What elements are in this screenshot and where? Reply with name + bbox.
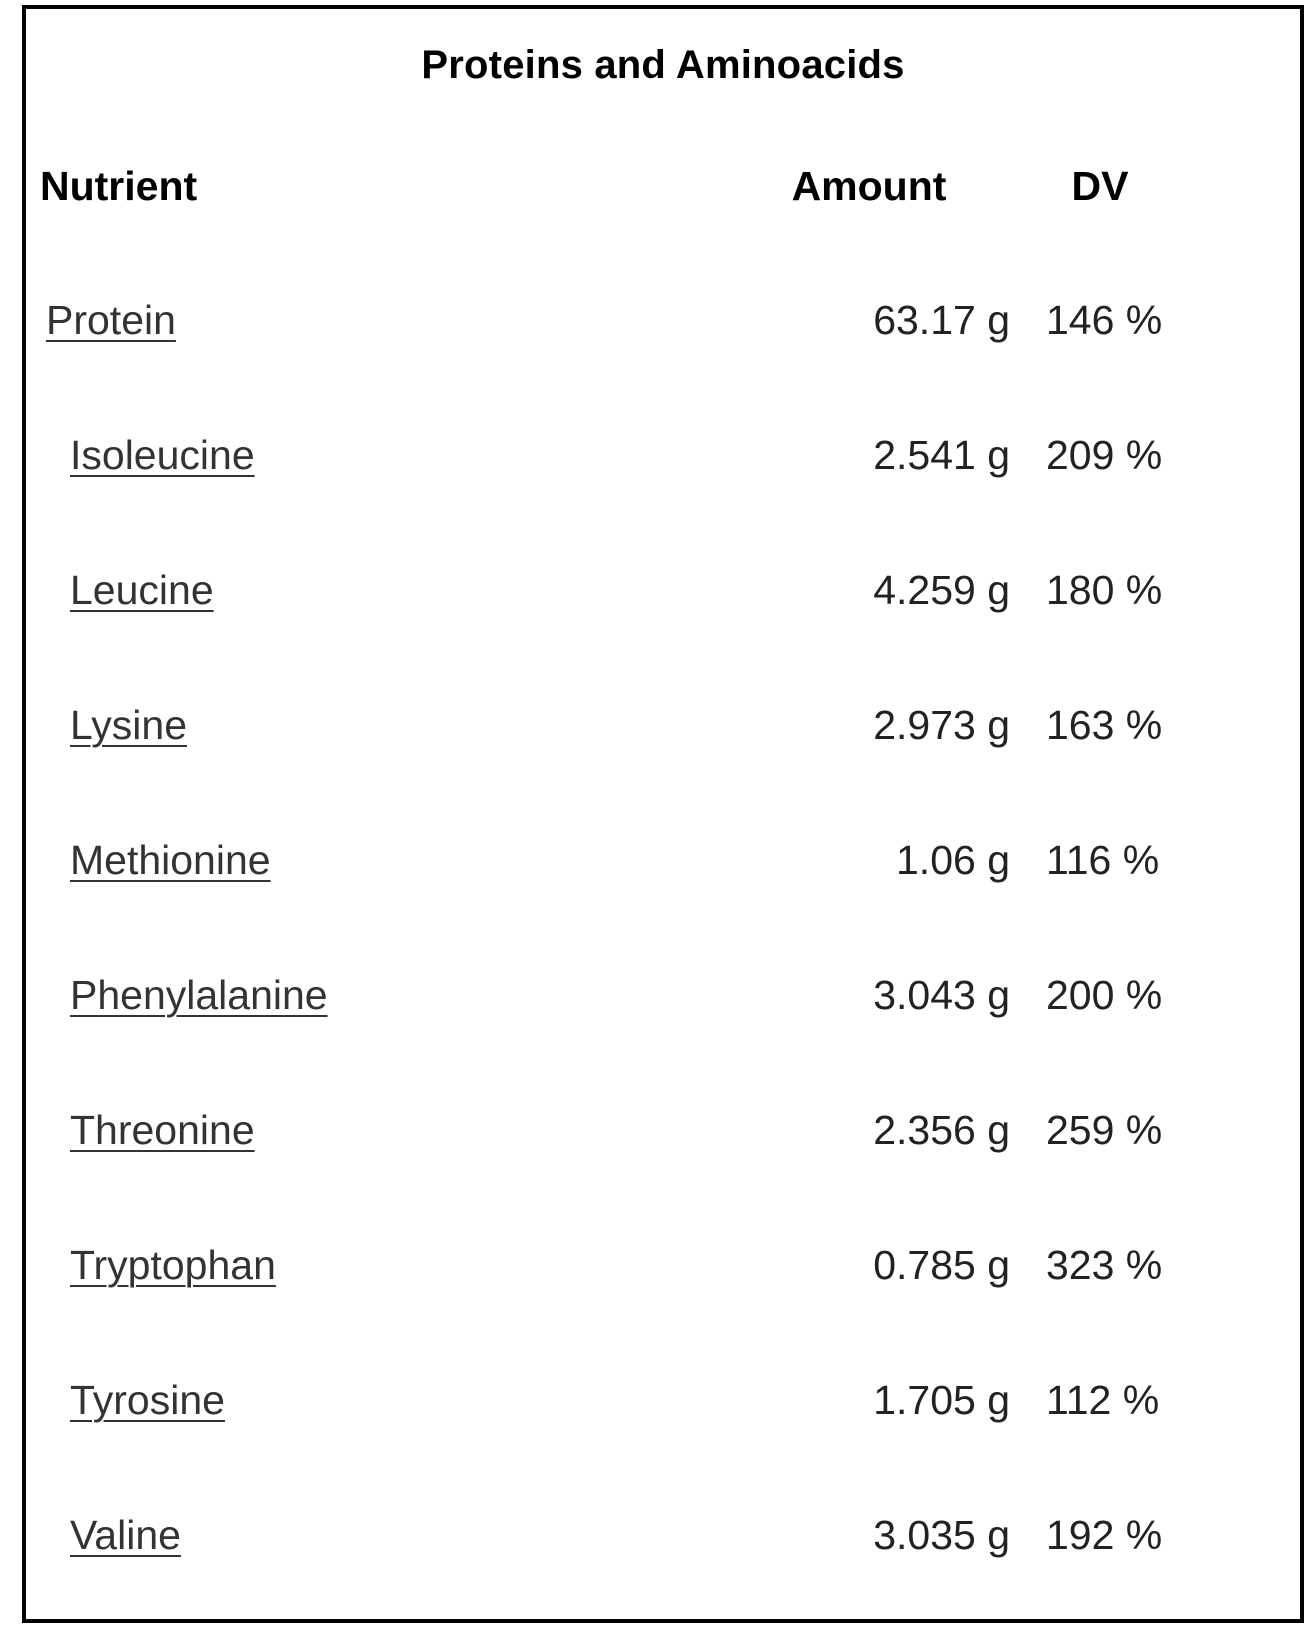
table-row (26, 254, 1300, 389)
table-header-row (26, 156, 1300, 216)
nutrient-link-valine[interactable]: Valine (70, 1512, 181, 1558)
dv-value: 146 % (1046, 297, 1163, 343)
dv-value: 200 % (1046, 972, 1163, 1018)
table-title: Proteins and Aminoacids (421, 43, 905, 87)
table-row (26, 524, 1300, 659)
nutrient-link-isoleucine[interactable]: Isoleucine (70, 432, 255, 478)
nutrient-link-threonine[interactable]: Threonine (70, 1107, 255, 1153)
dv-value: 180 % (1046, 567, 1163, 613)
header-nutrient: Nutrient (40, 163, 198, 209)
nutrient-link-phenylalanine[interactable]: Phenylalanine (70, 972, 328, 1018)
dv-value: 209 % (1046, 432, 1163, 478)
dv-value: 116 % (1046, 837, 1160, 883)
amount-value: 1.06 g (896, 837, 1010, 883)
amount-value: 2.541 g (873, 432, 1010, 478)
table-row (26, 1334, 1300, 1469)
nutrient-link-leucine[interactable]: Leucine (70, 567, 214, 613)
table-row (26, 389, 1300, 524)
nutrient-link-lysine[interactable]: Lysine (70, 702, 187, 748)
nutrient-link-protein[interactable]: Protein (46, 297, 176, 343)
dv-value: 112 % (1046, 1377, 1160, 1423)
nutrient-link-methionine[interactable]: Methionine (70, 837, 271, 883)
header-dv: DV (1071, 163, 1129, 209)
dv-value: 163 % (1046, 702, 1163, 748)
table-row (26, 929, 1300, 1064)
nutrient-link-tyrosine[interactable]: Tyrosine (70, 1377, 225, 1423)
nutrition-table (22, 5, 1304, 1623)
amount-value: 63.17 g (873, 297, 1010, 343)
amount-value: 2.973 g (873, 702, 1010, 748)
table-body (26, 254, 1300, 1604)
header-amount: Amount (791, 163, 947, 209)
amount-value: 3.043 g (873, 972, 1010, 1018)
table-row (26, 1469, 1300, 1604)
table-row (26, 1199, 1300, 1334)
amount-value: 2.356 g (873, 1107, 1010, 1153)
nutrient-link-tryptophan[interactable]: Tryptophan (70, 1242, 276, 1288)
table-row (26, 1064, 1300, 1199)
dv-value: 259 % (1046, 1107, 1163, 1153)
amount-value: 4.259 g (873, 567, 1010, 613)
table-row (26, 659, 1300, 794)
dv-value: 323 % (1046, 1242, 1163, 1288)
amount-value: 0.785 g (873, 1242, 1010, 1288)
amount-value: 3.035 g (873, 1512, 1010, 1558)
amount-value: 1.705 g (873, 1377, 1010, 1423)
dv-value: 192 % (1046, 1512, 1163, 1558)
table-row (26, 794, 1300, 929)
